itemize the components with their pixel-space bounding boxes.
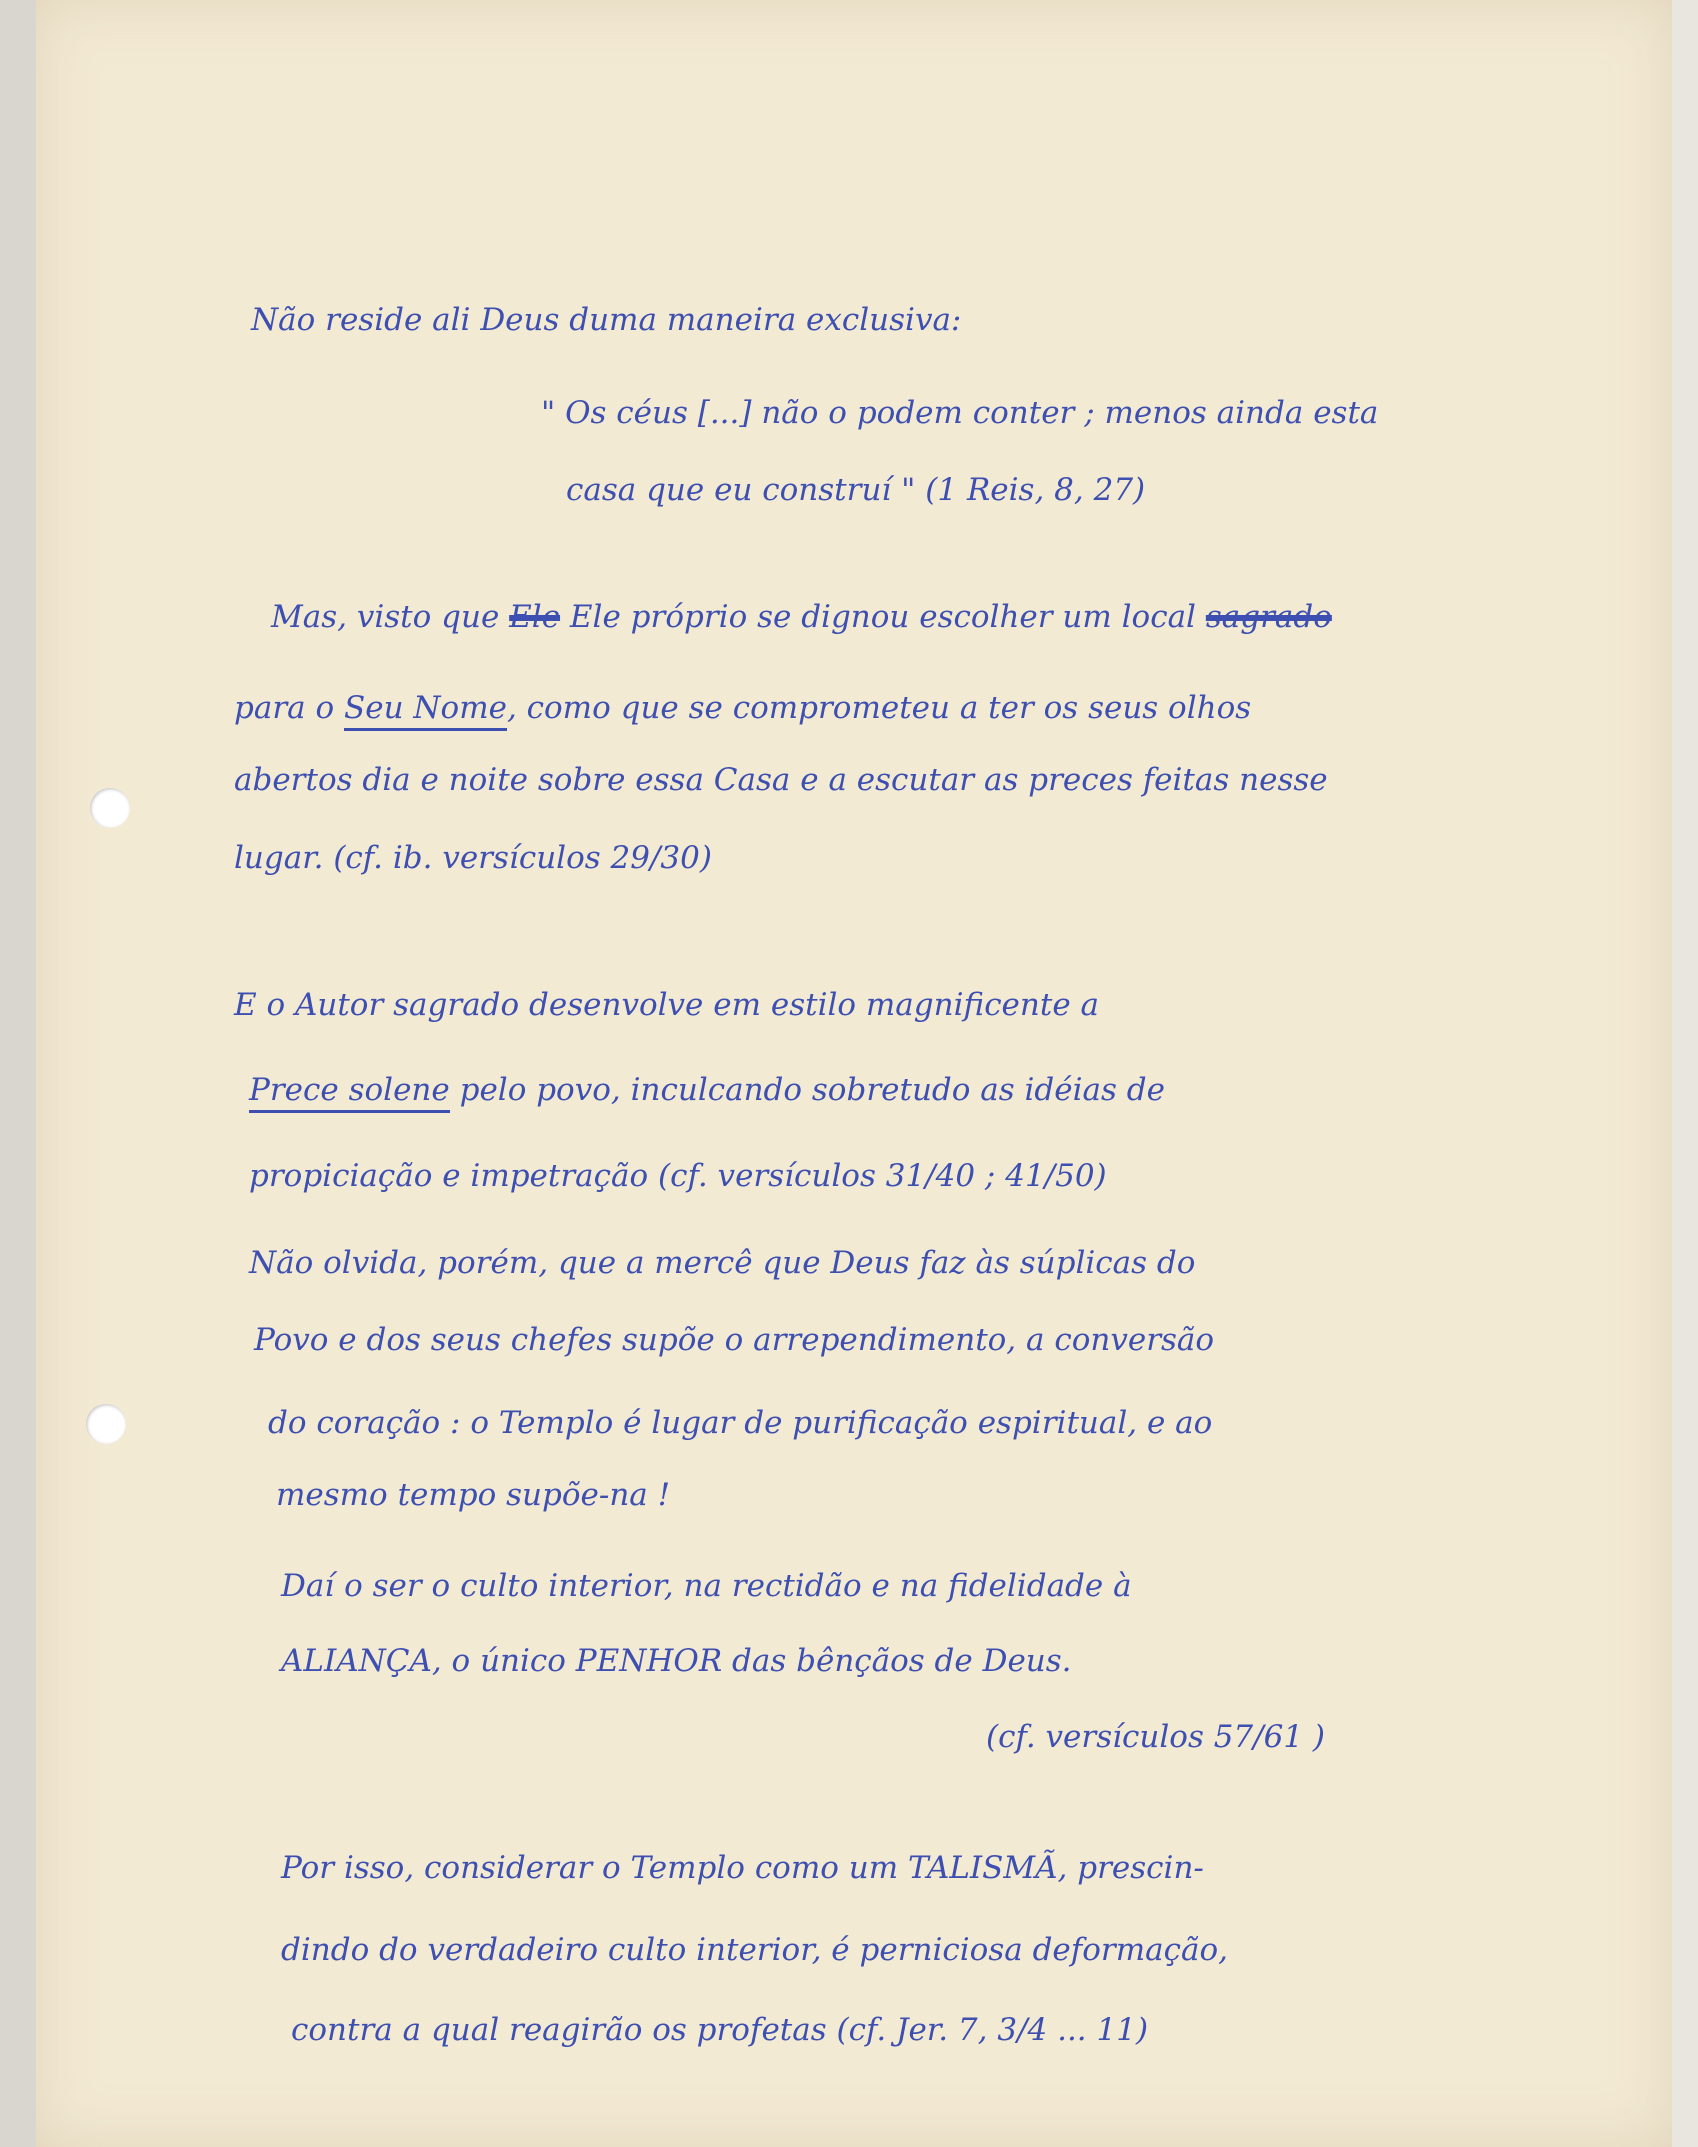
line-5-start: para o xyxy=(234,690,335,726)
line-15: Daí o ser o culto interior, na rectidão e na fidelidade à xyxy=(281,1568,1132,1604)
line-9-rest: pelo povo, inculcando sobretudo as idéias de xyxy=(459,1072,1165,1108)
line-20: contra a qual reagirão os profetas (cf. Jer. 7, 3/4 ... 11) xyxy=(291,2012,1149,2048)
line-14: mesmo tempo supõe-na ! xyxy=(276,1477,671,1513)
line-4-start: Mas, visto que xyxy=(271,599,500,635)
scan-margin xyxy=(1672,0,1698,2147)
line-4-crossed-end: sagrado xyxy=(1205,599,1332,635)
line-2-quote: " Os céus [...] não o podem conter ; menos ainda esta xyxy=(541,395,1379,431)
line-5-rest: , como que se comprometeu a ter os seus olhos xyxy=(506,690,1252,726)
punch-hole-upper xyxy=(90,788,130,828)
line-17-reference: (cf. versículos 57/61 ) xyxy=(986,1719,1325,1755)
line-11: Não olvida, porém, que a mercê que Deus faz às súplicas do xyxy=(249,1245,1196,1281)
line-4 xyxy=(271,597,1332,637)
line-12: Povo e dos seus chefes supõe o arrependimento, a conversão xyxy=(254,1322,1215,1358)
line-18: Por isso, considerar o Templo como um TALISMÃ, prescin- xyxy=(281,1850,1204,1886)
underlined-seu-nome: Seu Nome xyxy=(344,690,507,731)
line-7: lugar. (cf. ib. versículos 29/30) xyxy=(234,840,712,876)
line-10: propiciação e impetração (cf. versículos 31/40 ; 41/50) xyxy=(249,1158,1107,1194)
line-8: E o Autor sagrado desenvolve em estilo magnificente a xyxy=(234,987,1100,1023)
line-16: ALIANÇA, o único PENHOR das bênçãos de Deus. xyxy=(281,1643,1072,1679)
line-3-quote-ref: casa que eu construí " (1 Reis, 8, 27) xyxy=(566,472,1146,508)
underlined-prece-solene: Prece solene xyxy=(249,1072,450,1113)
line-9 xyxy=(249,1070,1165,1110)
line-19: dindo do verdadeiro culto interior, é perniciosa deformação, xyxy=(281,1932,1228,1968)
line-1: Não reside ali Deus duma maneira exclusiva: xyxy=(251,302,962,338)
line-6: abertos dia e noite sobre essa Casa e a escutar as preces feitas nesse xyxy=(234,762,1328,798)
line-5 xyxy=(234,688,1251,728)
punch-hole-lower xyxy=(86,1404,126,1444)
line-4-middle: Ele próprio se dignou escolher um local xyxy=(569,599,1196,635)
line-13: do coração : o Templo é lugar de purificação espiritual, e ao xyxy=(268,1405,1213,1441)
line-4-crossed-word: Ele xyxy=(509,599,561,635)
manuscript-page xyxy=(36,0,1672,2147)
